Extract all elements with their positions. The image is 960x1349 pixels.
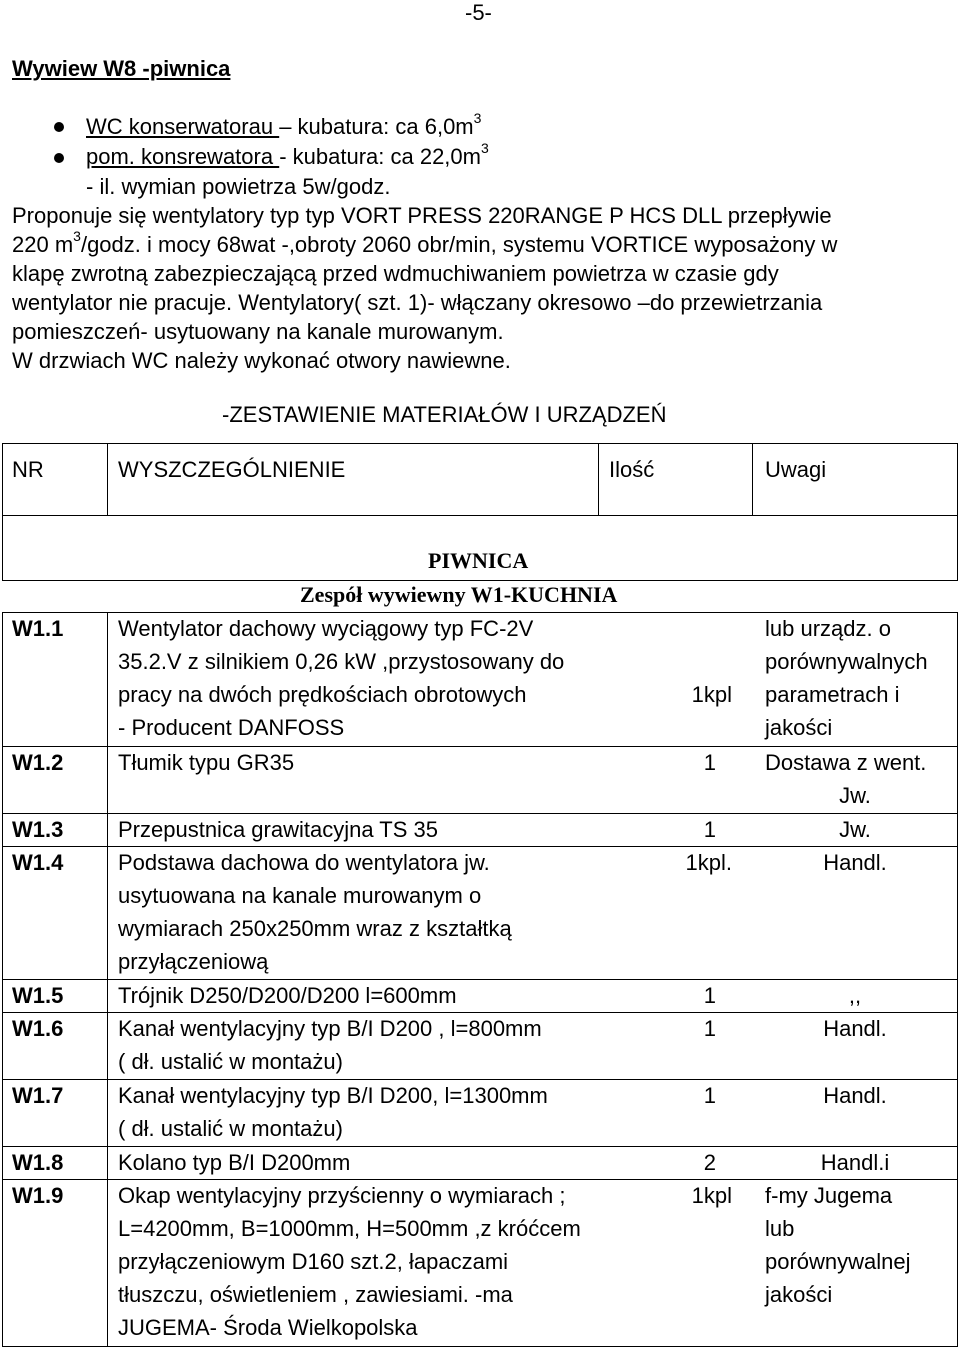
paragraph-line	[12, 228, 838, 258]
header-notes: Uwagi	[765, 457, 827, 482]
paragraph-text: 220 m	[12, 232, 74, 257]
row-notes: Jw.	[839, 817, 871, 842]
row-rule	[2, 612, 958, 613]
row-notes: porównywalnej	[765, 1249, 911, 1274]
header-border	[957, 443, 958, 516]
materials-title: -ZESTAWIENIE MATERIAŁÓW I URZĄDZEŃ	[222, 402, 667, 427]
row-notes: lub	[765, 1216, 795, 1241]
row-rule	[2, 1079, 958, 1080]
row-description: L=4200mm, B=1000mm, H=500mm ,z króćcem	[118, 1216, 581, 1241]
bullet-link[interactable]: WC konserwatorau	[86, 114, 280, 139]
section-heading: Wywiew W8 -piwnica	[12, 56, 231, 81]
row-number: W1.9	[12, 1183, 64, 1208]
header-quantity: Ilość	[609, 457, 655, 482]
row-rule	[2, 1012, 958, 1013]
row-notes: Dostawa z went.	[765, 750, 927, 775]
row-rule	[2, 979, 958, 980]
row-number: W1.4	[12, 850, 64, 875]
header-border	[2, 443, 3, 516]
header-description: WYSZCZEGÓLNIENIE	[118, 457, 346, 482]
paragraph-line: W drzwiach WC należy wykonać otwory nawiewne.	[12, 348, 511, 373]
row-description: Kanał wentylacyjny typ B/I D200 , l=800mm	[118, 1016, 542, 1041]
subgroup-title: Zespół wywiewny W1-KUCHNIA	[300, 582, 618, 607]
header-rule-top	[2, 443, 958, 444]
row-notes: jakości	[765, 1282, 833, 1307]
row-description: Podstawa dachowa do wentylatora jw.	[118, 850, 490, 875]
header-border	[752, 443, 753, 516]
row-rule	[2, 1146, 958, 1147]
row-quantity: 1	[703, 817, 716, 842]
table-border	[957, 515, 958, 581]
paragraph-line: Proponuje się wentylatory typ typ VORT PRESS 220RANGE P HCS DLL przepływie	[12, 203, 832, 228]
group-title: PIWNICA	[428, 548, 529, 573]
row-number: W1.7	[12, 1083, 64, 1108]
row-rule	[2, 746, 958, 747]
row-notes: Handl.	[823, 1083, 887, 1108]
superscript: 3	[73, 228, 81, 244]
row-rule	[2, 813, 958, 814]
header-border	[598, 443, 599, 516]
row-quantity: 1kpl	[691, 682, 732, 707]
table-border	[2, 515, 3, 581]
paragraph-line: wentylator nie pracuje. Wentylatory( szt. 1)- włączany okresowo –do przewietrzania	[12, 290, 823, 315]
paragraph-line: klapę zwrotną zabezpieczającą przed wdmuchiwaniem powietrza w czasie gdy	[12, 261, 779, 286]
row-description: przyłączeniowym D160 szt.2, łapaczami	[118, 1249, 509, 1274]
bullet-text: - kubatura: ca 22,0m	[279, 144, 481, 169]
row-description: tłuszczu, oświetleniem , zawiesiami. -ma	[118, 1282, 513, 1307]
paragraph-line: pomieszczeń- usytuowany na kanale murowanym.	[12, 319, 504, 344]
row-rule	[2, 1346, 958, 1347]
row-description: Kolano typ B/I D200mm	[118, 1150, 351, 1175]
bullet-item-room	[86, 140, 489, 170]
row-rule	[2, 1179, 958, 1180]
row-description: Wentylator dachowy wyciągowy typ FC-2V	[118, 616, 534, 641]
bullet-icon	[54, 122, 64, 132]
row-number: W1.1	[12, 616, 64, 641]
row-description: wymiarach 250x250mm wraz z kształtką	[118, 916, 512, 941]
row-description: Tłumik typu GR35	[118, 750, 295, 775]
row-description: przyłączeniową	[118, 949, 269, 974]
group-rule	[2, 580, 958, 581]
row-quantity: 1kpl	[691, 1183, 732, 1208]
row-notes: Jw.	[839, 783, 871, 808]
row-number: W1.6	[12, 1016, 64, 1041]
row-quantity: 1	[703, 1016, 716, 1041]
column-border	[957, 612, 958, 1347]
header-rule-bottom	[2, 515, 958, 516]
row-description: Trójnik D250/D200/D200 l=600mm	[118, 983, 457, 1008]
page-number: -5-	[465, 0, 492, 25]
row-description: Przepustnica grawitacyjna TS 35	[118, 817, 438, 842]
column-border	[2, 612, 3, 1347]
row-notes: lub urządz. o	[765, 616, 891, 641]
row-quantity: 1kpl.	[685, 850, 732, 875]
row-notes: parametrach i	[765, 682, 900, 707]
row-number: W1.3	[12, 817, 64, 842]
row-number: W1.2	[12, 750, 64, 775]
bullet-icon	[54, 153, 64, 163]
row-description: ( dł. ustalić w montażu)	[118, 1049, 343, 1074]
row-rule	[2, 846, 958, 847]
row-notes: Handl.	[823, 850, 887, 875]
row-number: W1.8	[12, 1150, 64, 1175]
bullet-item-wc	[86, 110, 482, 140]
air-exchange-line: - il. wymian powietrza 5w/godz.	[86, 174, 391, 199]
row-description: Okap wentylacyjny przyścienny o wymiarach ;	[118, 1183, 566, 1208]
row-number: W1.5	[12, 983, 64, 1008]
row-notes: jakości	[765, 715, 833, 740]
row-quantity: 1	[703, 1083, 716, 1108]
row-description: Kanał wentylacyjny typ B/I D200, l=1300mm	[118, 1083, 548, 1108]
header-border	[107, 443, 108, 516]
row-notes: Handl.	[823, 1016, 887, 1041]
row-description: usytuowana na kanale murowanym o	[118, 883, 482, 908]
row-quantity: 2	[703, 1150, 716, 1175]
row-description: pracy na dwóch prędkościach obrotowych	[118, 682, 527, 707]
row-quantity: 1	[703, 983, 716, 1008]
row-notes: Handl.i	[820, 1150, 890, 1175]
superscript: 3	[480, 140, 489, 156]
bullet-text: – kubatura: ca 6,0m	[279, 114, 474, 139]
row-description: 35.2.V z silnikiem 0,26 kW ,przystosowany do	[118, 649, 565, 674]
superscript: 3	[473, 110, 482, 126]
header-nr: NR	[12, 457, 44, 482]
column-border	[107, 612, 108, 1347]
bullet-link[interactable]: pom. konsrewatora	[86, 144, 280, 169]
row-description: JUGEMA- Środa Wielkopolska	[118, 1315, 418, 1340]
row-notes: f-my Jugema	[765, 1183, 893, 1208]
row-description: ( dł. ustalić w montażu)	[118, 1116, 343, 1141]
paragraph-text: /godz. i mocy 68wat -,obroty 2060 obr/min, systemu VORTICE wyposażony w	[80, 232, 838, 257]
row-description: - Producent DANFOSS	[118, 715, 345, 740]
row-notes: ,,	[848, 983, 862, 1008]
row-notes: porównywalnych	[765, 649, 928, 674]
row-quantity: 1	[703, 750, 716, 775]
